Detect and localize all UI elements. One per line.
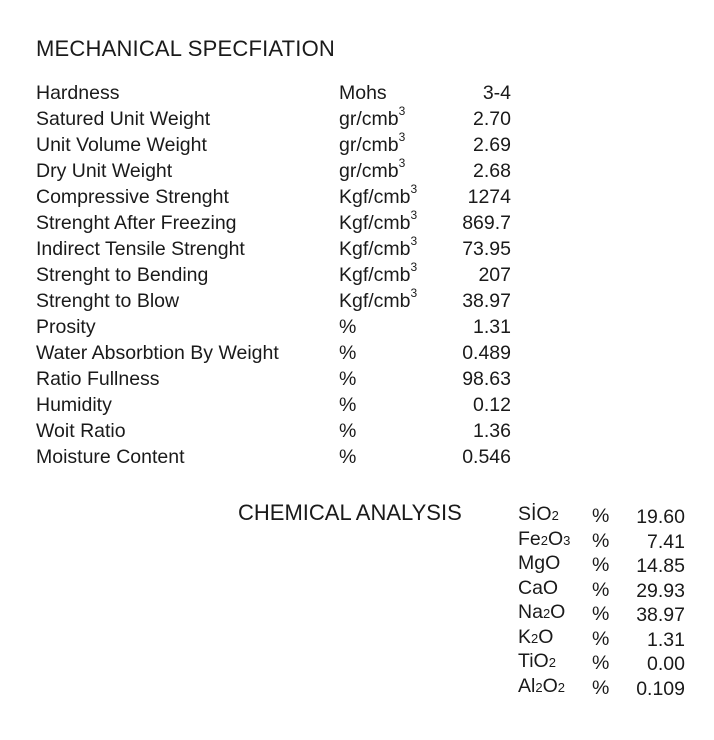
property-unit	[339, 446, 356, 468]
property-name: Water Absorbtion By Weight	[36, 342, 279, 364]
formula-element: Al	[518, 674, 536, 697]
chemical-analysis-table	[518, 503, 688, 699]
mechanical-row	[36, 82, 516, 108]
chemical-formula	[518, 675, 565, 699]
chemical-value: 0.00	[647, 653, 685, 675]
chemical-value: 1.31	[647, 628, 685, 651]
property-unit	[339, 259, 418, 286]
property-value: 0.489	[462, 342, 511, 364]
unit-text: %	[339, 316, 357, 338]
formula-subscript: 3	[563, 532, 571, 548]
chemical-unit: %	[592, 505, 610, 527]
property-value: 38.97	[462, 290, 511, 312]
chemical-row	[518, 528, 688, 553]
chemical-row	[518, 675, 688, 700]
mechanical-row	[36, 181, 516, 212]
chemical-formula	[518, 626, 553, 650]
property-name: Strenght to Bending	[36, 264, 209, 286]
chemical-analysis-title: CHEMICAL ANALYSIS	[238, 500, 462, 525]
formula-subscript: 2	[548, 655, 556, 670]
property-unit	[339, 420, 356, 442]
formula-subscript: 2	[531, 630, 539, 646]
formula-subscript: 2	[540, 532, 548, 548]
mechanical-row	[36, 420, 516, 446]
chemical-unit: %	[592, 529, 610, 552]
property-name: Prosity	[36, 316, 96, 338]
property-value: 2.69	[473, 134, 511, 156]
formula-element: MgO	[518, 552, 561, 574]
property-value: 73.95	[462, 238, 511, 260]
chemical-value: 14.85	[636, 555, 685, 577]
unit-text: gr/cmb	[339, 108, 399, 130]
chemical-value: 7.41	[647, 530, 685, 553]
mechanical-row	[36, 342, 516, 368]
property-value: 98.63	[462, 368, 511, 390]
property-unit	[339, 394, 356, 416]
mechanical-spec-title: MECHANICAL SPECFIATION	[36, 36, 335, 61]
unit-text: Kgf/cmb	[339, 186, 411, 208]
unit-text: %	[339, 394, 357, 416]
mechanical-row	[36, 394, 516, 420]
property-unit	[339, 233, 418, 260]
formula-subscript: 2	[551, 508, 559, 523]
property-unit	[339, 82, 387, 104]
property-value: 0.12	[473, 394, 511, 416]
chemical-formula	[518, 528, 570, 552]
unit-exponent: 3	[410, 207, 418, 222]
formula-element: O	[550, 601, 566, 623]
unit-text: %	[339, 342, 357, 364]
unit-text: Kgf/cmb	[339, 264, 411, 286]
unit-text: %	[339, 446, 357, 468]
formula-element: Na	[518, 601, 543, 623]
property-value: 1.36	[473, 420, 511, 442]
unit-text: Kgf/cmb	[339, 238, 411, 260]
formula-element: K	[518, 625, 532, 648]
unit-exponent: 3	[398, 103, 406, 118]
formula-element: Fe	[518, 527, 541, 550]
formula-element: TiO	[518, 650, 549, 672]
chemical-row	[518, 577, 688, 602]
formula-element: SİO	[518, 503, 552, 525]
unit-exponent: 3	[398, 129, 406, 144]
chemical-value: 38.97	[636, 604, 685, 626]
chemical-unit: %	[592, 652, 610, 674]
property-unit	[339, 207, 418, 234]
chemical-formula	[518, 650, 556, 674]
property-unit	[339, 155, 406, 182]
unit-text: %	[339, 420, 357, 442]
mechanical-row	[36, 316, 516, 342]
property-value: 1274	[467, 186, 511, 208]
chemical-unit: %	[592, 676, 610, 699]
property-value: 1.31	[473, 316, 511, 338]
formula-subscript: 2	[557, 679, 565, 695]
property-name: Moisture Content	[36, 446, 185, 468]
chemical-row	[518, 552, 688, 577]
property-name: Strenght After Freezing	[36, 212, 237, 234]
mechanical-row	[36, 285, 516, 316]
property-name: Dry Unit Weight	[36, 160, 173, 182]
chemical-value: 29.93	[636, 579, 685, 602]
chemical-row	[518, 650, 688, 675]
chemical-formula	[518, 503, 559, 527]
unit-exponent: 3	[410, 181, 418, 196]
chemical-row	[518, 601, 688, 626]
formula-element: O	[542, 674, 558, 697]
formula-subscript: 2	[535, 679, 543, 695]
formula-subscript: 2	[542, 606, 551, 621]
unit-text: Kgf/cmb	[339, 212, 411, 234]
property-value: 869.7	[462, 212, 511, 234]
chemical-formula	[518, 552, 560, 574]
property-value: 207	[478, 264, 511, 286]
chemical-row	[518, 626, 688, 651]
property-name: Compressive Strenght	[36, 186, 229, 208]
property-unit	[339, 181, 418, 208]
property-name: Satured Unit Weight	[36, 108, 211, 130]
property-unit	[339, 129, 406, 156]
property-name: Ratio Fullness	[36, 368, 160, 390]
mechanical-row	[36, 129, 516, 160]
mechanical-row	[36, 368, 516, 394]
property-unit	[339, 316, 356, 338]
property-unit	[339, 103, 406, 130]
unit-text: gr/cmb	[339, 134, 399, 156]
chemical-unit: %	[592, 578, 610, 601]
unit-text: Mohs	[339, 82, 387, 104]
chemical-unit: %	[592, 603, 610, 625]
property-name: Woit Ratio	[36, 420, 126, 442]
property-value: 0.546	[462, 446, 511, 468]
property-name: Strenght to Blow	[36, 290, 180, 312]
chemical-row	[518, 503, 688, 528]
mechanical-row	[36, 259, 516, 290]
unit-text: gr/cmb	[339, 160, 399, 182]
chemical-unit: %	[592, 627, 610, 650]
mechanical-spec-table	[36, 82, 516, 472]
mechanical-row	[36, 207, 516, 238]
mechanical-row	[36, 233, 516, 264]
property-value: 2.70	[473, 108, 511, 130]
chemical-formula	[518, 601, 565, 625]
property-value: 2.68	[473, 160, 511, 182]
property-name: Indirect Tensile Strenght	[36, 238, 245, 260]
unit-exponent: 3	[410, 259, 418, 274]
chemical-unit: %	[592, 554, 610, 576]
property-unit	[339, 368, 356, 390]
unit-text: %	[339, 368, 357, 390]
property-value: 3-4	[482, 82, 511, 104]
property-unit	[339, 342, 356, 364]
property-name: Hardness	[36, 82, 120, 104]
unit-exponent: 3	[410, 233, 418, 248]
mechanical-row	[36, 155, 516, 186]
property-name: Humidity	[36, 394, 112, 416]
unit-text: Kgf/cmb	[339, 290, 411, 312]
chemical-value: 19.60	[636, 506, 685, 528]
chemical-formula	[518, 577, 558, 599]
mechanical-row	[36, 446, 516, 472]
property-unit	[339, 285, 418, 312]
mechanical-row	[36, 103, 516, 134]
unit-exponent: 3	[410, 285, 418, 300]
formula-element: CaO	[518, 576, 559, 599]
chemical-value: 0.109	[636, 677, 685, 700]
unit-exponent: 3	[398, 155, 406, 170]
property-name: Unit Volume Weight	[36, 134, 207, 156]
formula-element: O	[538, 625, 554, 648]
formula-element: O	[548, 527, 564, 550]
